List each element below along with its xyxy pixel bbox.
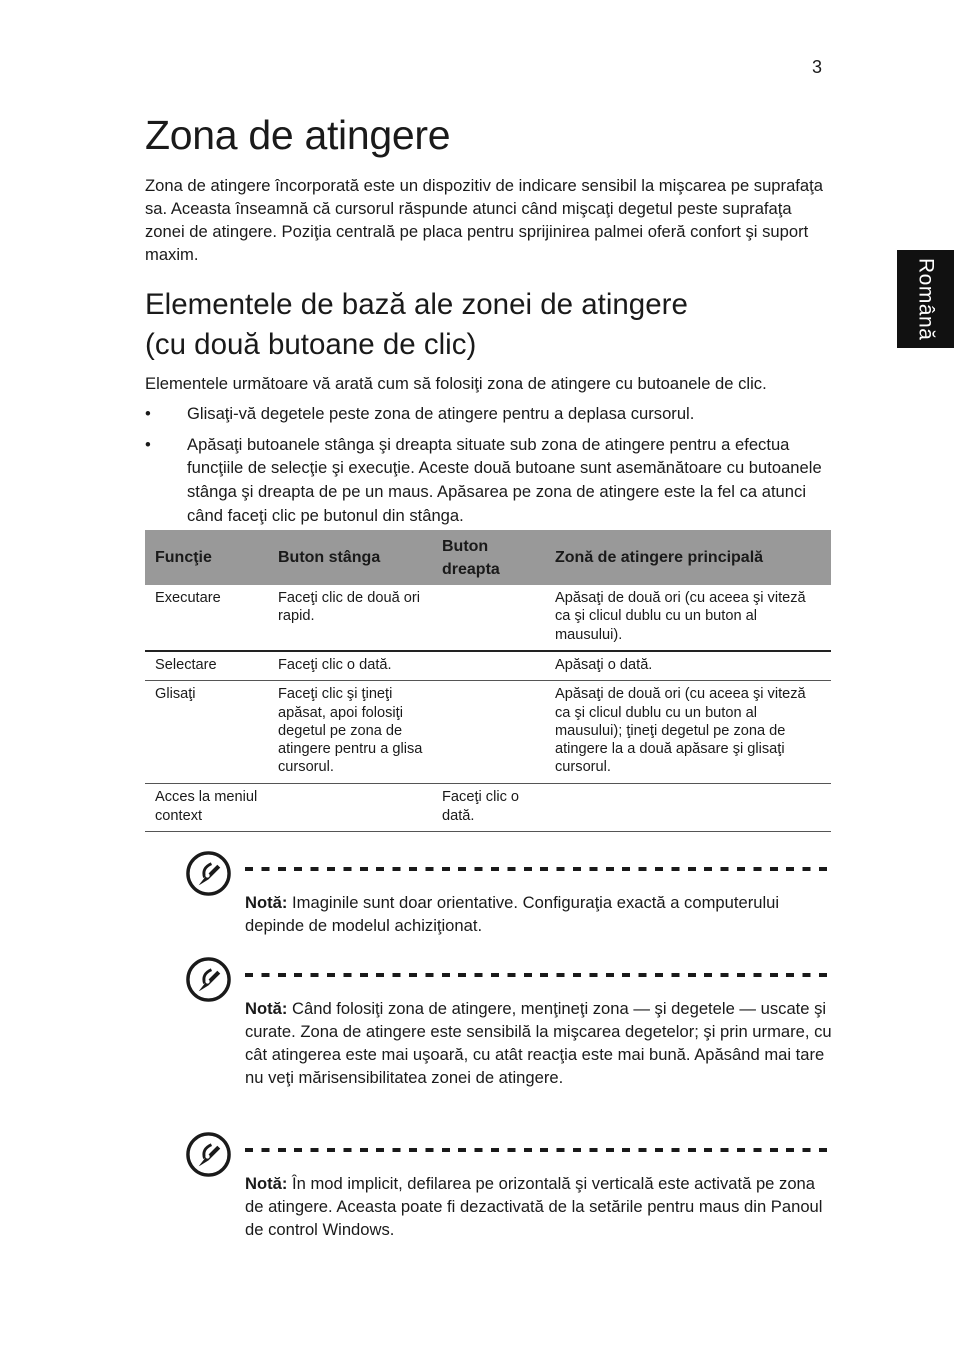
table-cell bbox=[432, 651, 545, 681]
table-cell bbox=[432, 681, 545, 784]
note-text bbox=[245, 997, 835, 1089]
column-header-right-button: Buton dreapta bbox=[432, 530, 545, 585]
page-number: 3 bbox=[812, 57, 823, 77]
language-tab-label: Română bbox=[914, 257, 938, 341]
section-heading-line-2: (cu două butoane de clic) bbox=[145, 328, 477, 361]
note-label: Notă: bbox=[245, 1174, 288, 1193]
lead-paragraph: Elementele următoare vă arată cum să folosiţi zona de atingere cu butoanele de clic. bbox=[145, 374, 767, 393]
bullet-icon: • bbox=[145, 434, 151, 454]
column-header-left-button: Buton stânga bbox=[268, 530, 432, 585]
table-cell: Glisaţi bbox=[145, 681, 268, 784]
intro-paragraph: Zona de atingere încorporată este un dispozitiv de indicare sensibil la mişcarea pe suprafaţa sa. Aceasta înseamnă că cursorul răspunde atunci când mişcaţi degetul peste suprafaţa zonei de atingere. Poziţia centrală pe placa pentru sprijinirea palmei oferă confort şi suport maxim. bbox=[145, 176, 823, 264]
note-text bbox=[245, 891, 835, 937]
section-heading-line-1: Elementele de bază ale zonei de atingere bbox=[145, 288, 688, 321]
table-cell: Apăsaţi o dată. bbox=[545, 651, 831, 681]
note-body: Imaginile sunt doar orientative. Configuraţia exactă a computerului depinde de modelul achiziţionat. bbox=[245, 893, 780, 935]
table-cell bbox=[432, 585, 545, 651]
page-title: Zona de atingere bbox=[145, 112, 451, 158]
note-pen-icon bbox=[185, 1131, 232, 1178]
list-item-text: Glisaţi-vă degetele peste zona de atingere pentru a deplasa cursorul. bbox=[187, 404, 695, 423]
table-row bbox=[145, 784, 831, 832]
column-header-function: Funcţie bbox=[145, 530, 268, 585]
table-cell bbox=[268, 784, 432, 832]
table-cell: Executare bbox=[145, 585, 268, 651]
column-header-main-touchpad: Zonă de atingere principală bbox=[545, 530, 831, 585]
table-cell: Faceţi clic o dată. bbox=[268, 651, 432, 681]
table-cell bbox=[545, 784, 831, 832]
table-cell: Faceţi clic o dată. bbox=[432, 784, 545, 832]
table-cell: Faceţi clic şi ţineţi apăsat, apoi folosiţi degetul pe zona de atingere pentru a glisa cursorul. bbox=[268, 681, 432, 784]
note-label: Notă: bbox=[245, 893, 288, 912]
table-cell: Apăsaţi de două ori (cu aceea şi viteză ca şi clicul dublu cu un buton al mausului); ţineţi degetul pe zona de atingere la a două apăsare şi glisaţi cursorul. bbox=[545, 681, 831, 784]
table-row bbox=[145, 585, 831, 651]
list-item bbox=[145, 402, 835, 426]
list-item bbox=[145, 433, 835, 528]
dotted-divider bbox=[245, 867, 835, 871]
note-label: Notă: bbox=[245, 999, 288, 1018]
note-body: Când folosiţi zona de atingere, menţineţi zona — şi degetele — uscate şi curate. Zona de atingere este sensibilă la mişcarea degetelor; şi prin urmare, cu cât atingerea este mai uşoară, cu atât reacţia este mai bună. Apăsând mai tare nu veţi mărisensibilitatea zonei de atingere. bbox=[245, 999, 832, 1087]
table-cell: Apăsaţi de două ori (cu aceea şi viteză ca şi clicul dublu cu un buton al mausului). bbox=[545, 585, 831, 651]
table-row bbox=[145, 651, 831, 681]
note-pen-icon bbox=[185, 850, 232, 897]
table-cell: Acces la meniul context bbox=[145, 784, 268, 832]
language-tab bbox=[897, 250, 954, 348]
table-cell: Selectare bbox=[145, 651, 268, 681]
bullet-icon: • bbox=[145, 404, 151, 423]
note-pen-icon bbox=[185, 956, 232, 1003]
dotted-divider bbox=[245, 973, 835, 977]
dotted-divider bbox=[245, 1148, 835, 1152]
bullet-list bbox=[145, 402, 835, 535]
note-body: În mod implicit, defilarea pe orizontală şi verticală este activată pe zona de atingere. Aceasta poate fi dezactivată de la setările pentru maus din Panoul de control Windows. bbox=[245, 1174, 823, 1239]
list-item-text: Apăsaţi butoanele stânga şi dreapta situate sub zona de atingere pentru a efectua funcţiile de selecţie şi execuţie. Aceste două butoane sunt asemănătoare cu butoanele stânga şi dreapta de pe un maus. Apăsarea pe zona de atingere este la fel ca atunci când faceţi clic pe butonul din stânga. bbox=[187, 434, 822, 525]
table-row bbox=[145, 681, 831, 784]
note-text bbox=[245, 1172, 835, 1241]
table-cell: Faceţi clic de două ori rapid. bbox=[268, 585, 432, 651]
section-heading bbox=[145, 285, 835, 365]
function-table bbox=[145, 530, 831, 832]
table-header-row bbox=[145, 530, 831, 585]
